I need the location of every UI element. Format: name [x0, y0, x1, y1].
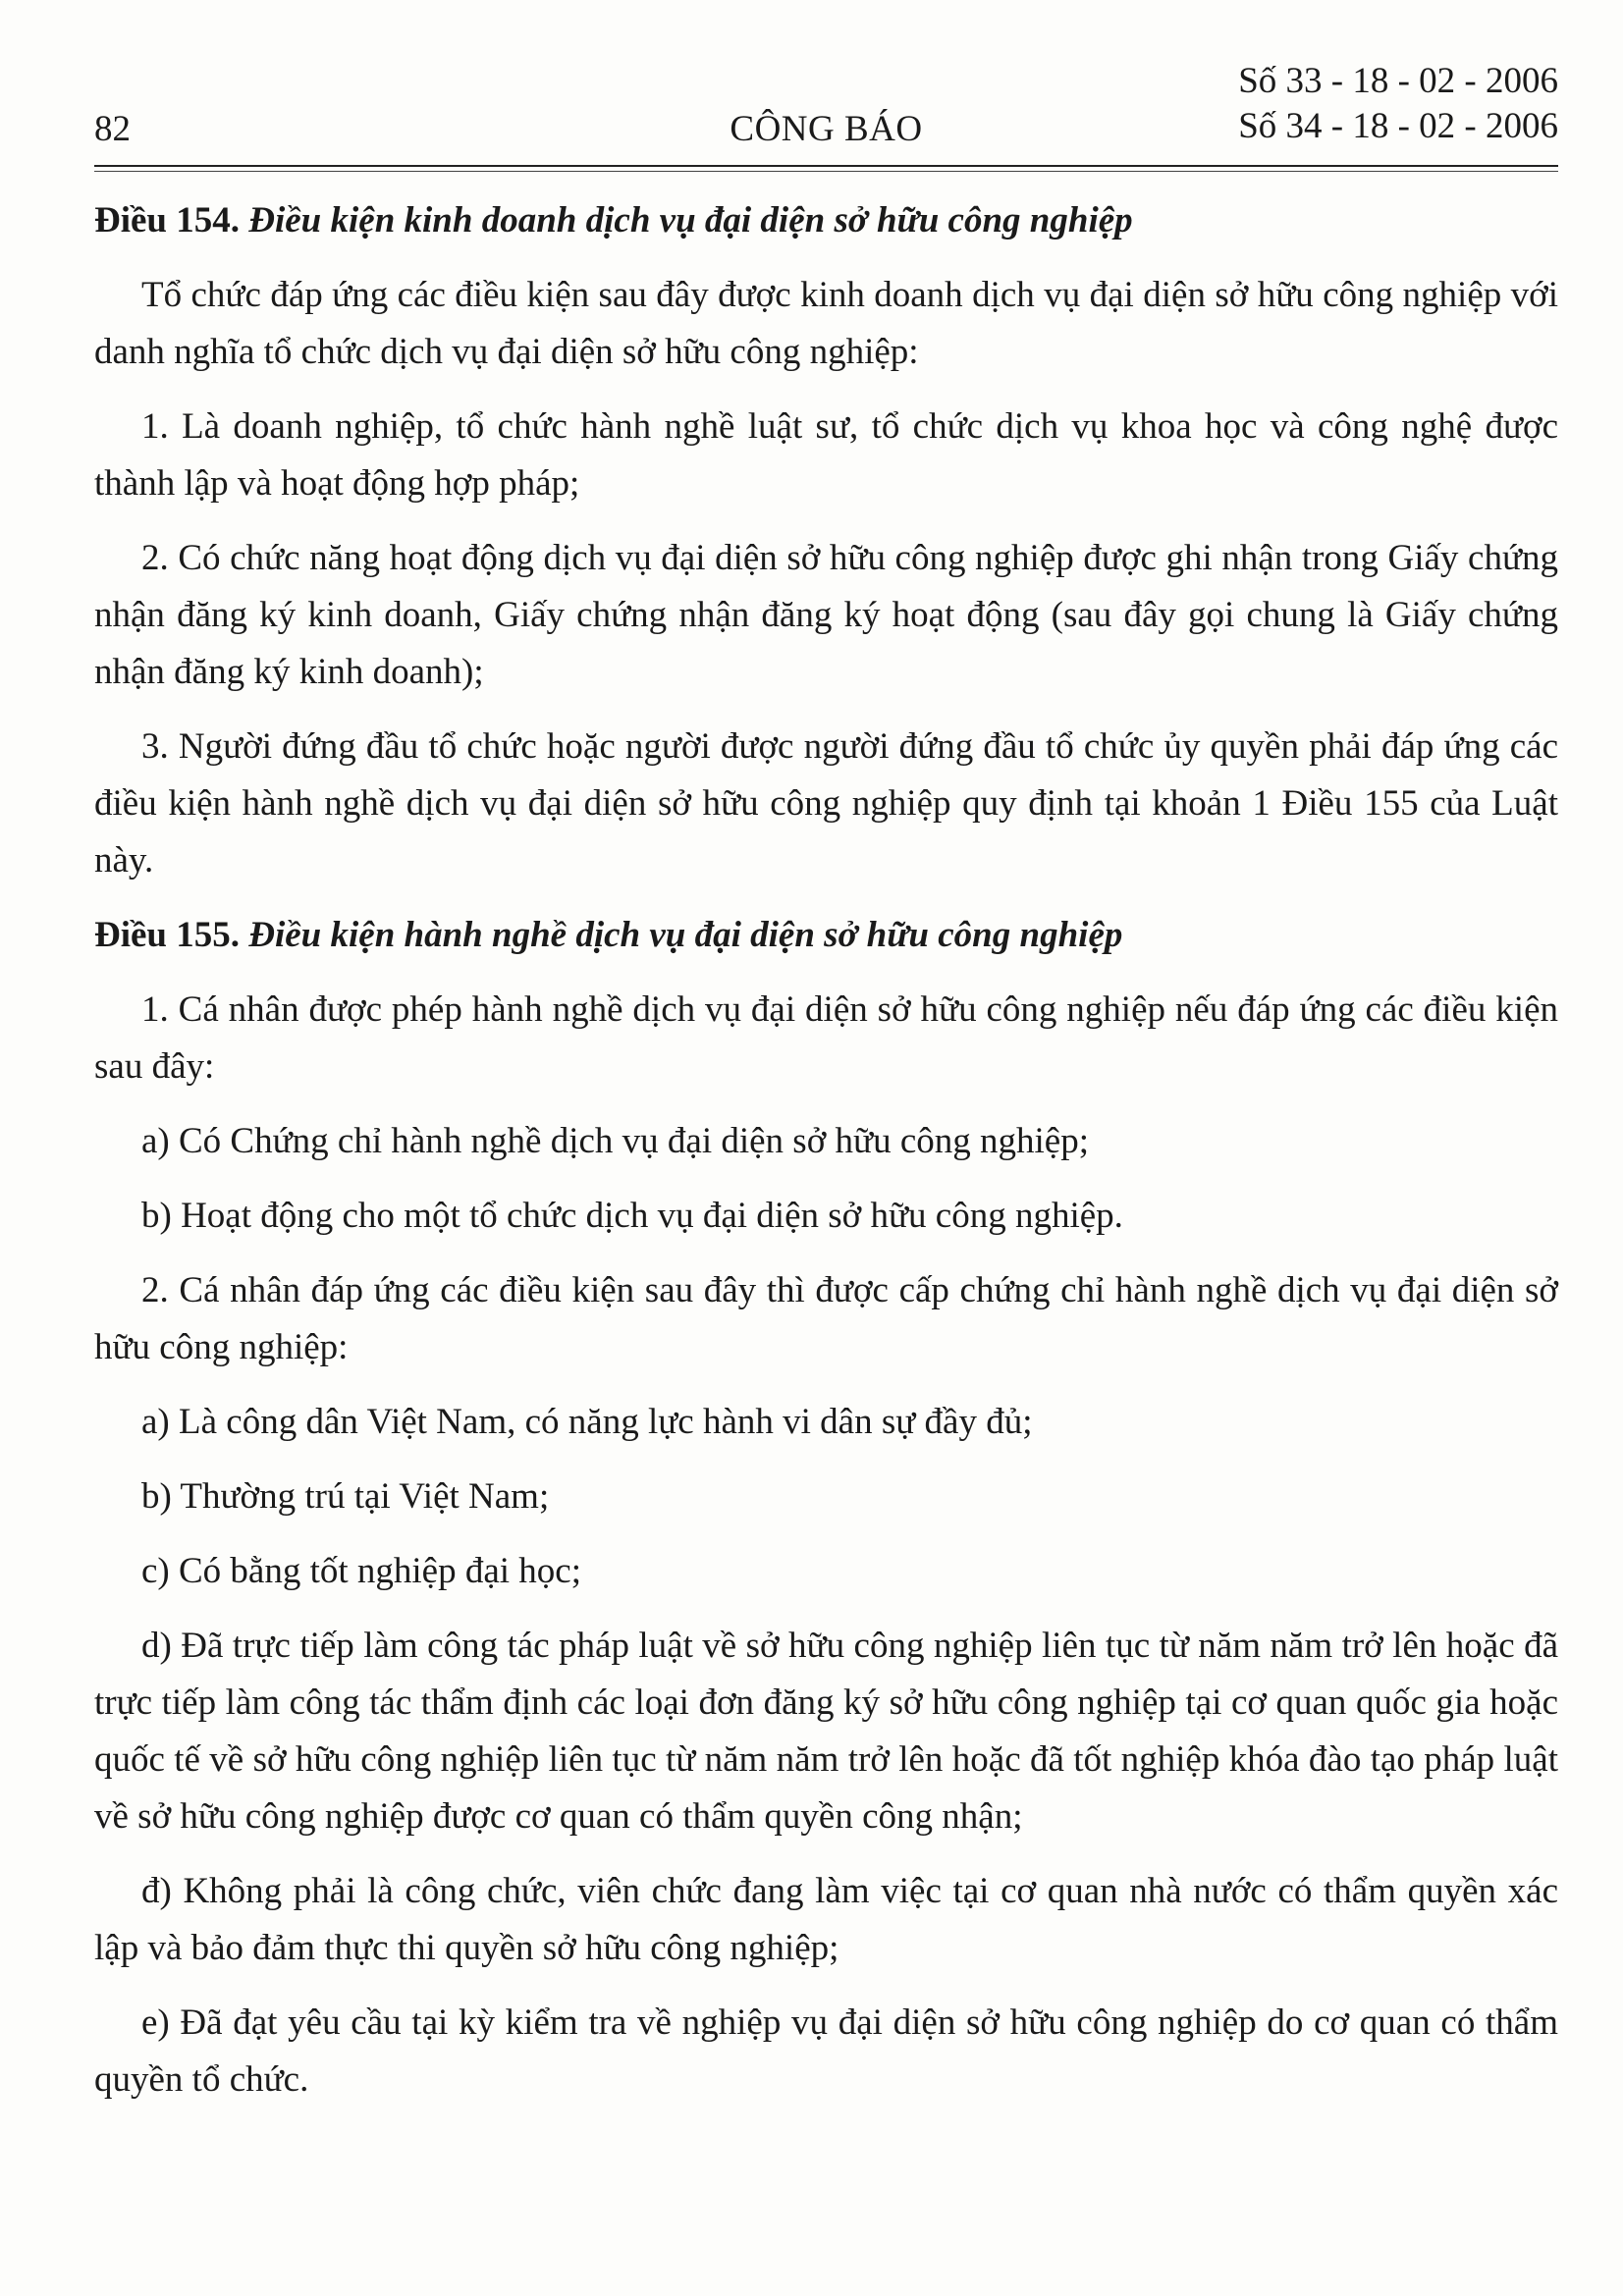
- article-155-clause-2-e: e) Đã đạt yêu cầu tại kỳ kiểm tra về nghiệp vụ đại diện sở hữu công nghiệp do cơ quan có thẩm quyền tổ chức.: [94, 2002, 1558, 2100]
- article-155-clause-2-c: c) Có bằng tốt nghiệp đại học;: [141, 1551, 582, 1591]
- article-154-heading: [94, 192, 1558, 249]
- article-155-clause-2: 2. Cá nhân đáp ứng các điều kiện sau đây thì được cấp chứng chỉ hành nghề dịch vụ đại diện sở hữu công nghiệp:: [94, 1270, 1558, 1367]
- article-155-clause-1: 1. Cá nhân được phép hành nghề dịch vụ đại diện sở hữu công nghiệp nếu đáp ứng các điều kiện sau đây:: [94, 989, 1558, 1087]
- document-body: [94, 192, 1558, 2126]
- article-154-clause-2: 2. Có chức năng hoạt động dịch vụ đại diện sở hữu công nghiệp được ghi nhận trong Giấy chứng nhận đăng ký kinh doanh, Giấy chứng nhận đăng ký hoạt động (sau đây gọi chung là Giấy chứng nhận đăng ký kinh doanh);: [94, 538, 1558, 692]
- article-155-heading: [94, 907, 1558, 964]
- issue-number-33: Số 33 - 18 - 02 - 2006: [1238, 61, 1558, 101]
- article-155-clause-1-b: b) Hoạt động cho một tổ chức dịch vụ đại diện sở hữu công nghiệp.: [141, 1196, 1123, 1236]
- page-number: 82: [94, 109, 131, 149]
- page-header: [94, 59, 1558, 165]
- article-number: Điều 154.: [94, 200, 240, 240]
- article-number: Điều 155.: [94, 915, 240, 955]
- article-155-clause-2-b: b) Thường trú tại Việt Nam;: [141, 1476, 550, 1517]
- article-title: Điều kiện kinh doanh dịch vụ đại diện sở hữu công nghiệp: [248, 200, 1133, 240]
- article-154-intro: Tổ chức đáp ứng các điều kiện sau đây được kinh doanh dịch vụ đại diện sở hữu công nghiệp với danh nghĩa tổ chức dịch vụ đại diện sở hữu công nghiệp:: [94, 275, 1558, 372]
- issue-numbers: [1238, 59, 1558, 149]
- article-154-clause-3: 3. Người đứng đầu tổ chức hoặc người được người đứng đầu tổ chức ủy quyền phải đáp ứng các điều kiện hành nghề dịch vụ đại diện sở hữu công nghiệp quy định tại khoản 1 Điều 155 của Luật này.: [94, 726, 1558, 881]
- article-title: Điều kiện hành nghề dịch vụ đại diện sở hữu công nghiệp: [248, 915, 1123, 955]
- article-155-clause-1-a: a) Có Chứng chỉ hành nghề dịch vụ đại diện sở hữu công nghiệp;: [141, 1121, 1089, 1161]
- article-154-clause-1: 1. Là doanh nghiệp, tổ chức hành nghề luật sư, tổ chức dịch vụ khoa học và công nghệ được thành lập và hoạt động hợp pháp;: [94, 406, 1558, 504]
- article-155-clause-2-dd: đ) Không phải là công chức, viên chức đang làm việc tại cơ quan nhà nước có thẩm quyền xác lập và bảo đảm thực thi quyền sở hữu công nghiệp;: [94, 1871, 1558, 1968]
- article-155-clause-2-d: d) Đã trực tiếp làm công tác pháp luật về sở hữu công nghiệp liên tục từ năm năm trở lên hoặc đã trực tiếp làm công tác thẩm định các loại đơn đăng ký sở hữu công nghiệp tại cơ quan quốc gia hoặc quốc tế về sở hữu công nghiệp liên tục từ năm năm trở lên hoặc đã tốt nghiệp khóa đào tạo pháp luật về sở hữu công nghiệp được cơ quan có thẩm quyền công nhận;: [94, 1626, 1558, 1837]
- issue-number-34: Số 34 - 18 - 02 - 2006: [1238, 106, 1558, 146]
- article-155-clause-2-a: a) Là công dân Việt Nam, có năng lực hành vi dân sự đầy đủ;: [141, 1402, 1033, 1442]
- gazette-title: CÔNG BÁO: [730, 109, 923, 149]
- header-rule-thin: [94, 171, 1558, 172]
- header-rule-thick: [94, 165, 1558, 167]
